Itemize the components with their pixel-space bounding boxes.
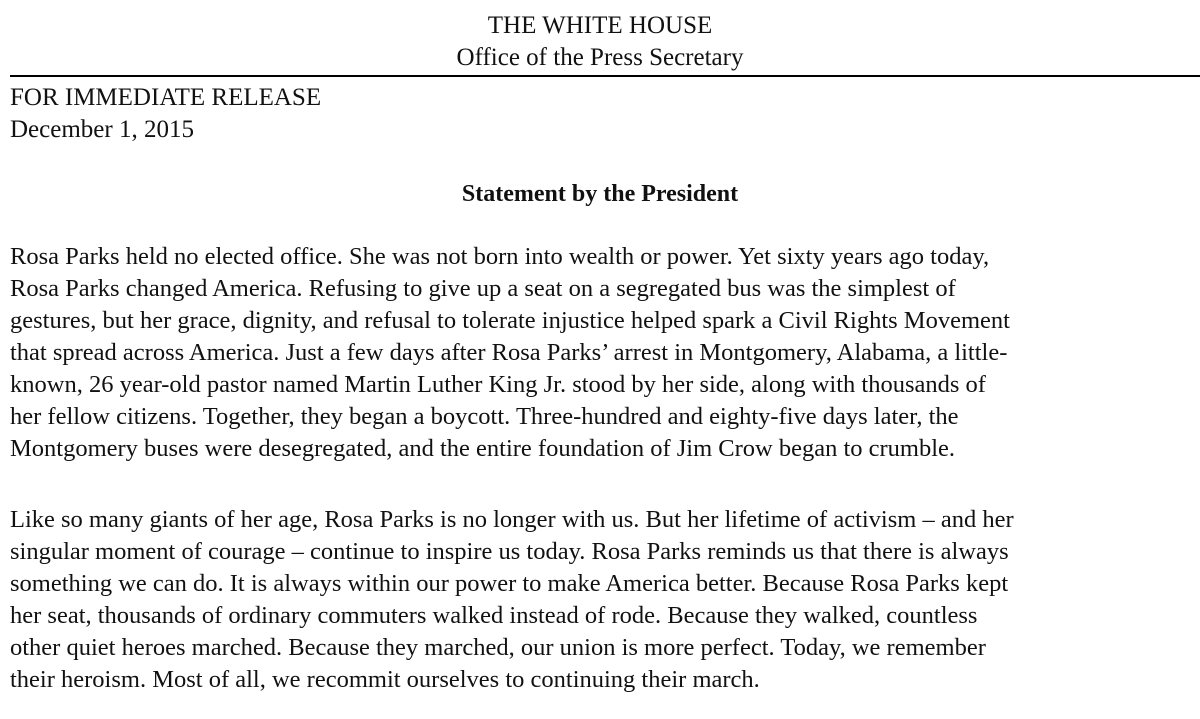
letterhead xyxy=(0,10,1200,74)
release-info xyxy=(10,82,321,146)
release-label: FOR IMMEDIATE RELEASE xyxy=(10,84,322,111)
statement-paragraph-1 xyxy=(10,241,1185,465)
paragraph-line: Rosa Parks changed America. Refusing to give up a seat on a segregated bus was the simplest of xyxy=(10,275,956,302)
paragraph-line: other quiet heroes marched. Because they marched, our union is more perfect. Today, we remember xyxy=(10,634,986,661)
paragraph-line: Montgomery buses were desegregated, and the entire foundation of Jim Crow began to crumble. xyxy=(10,435,956,462)
letterhead-title: THE WHITE HOUSE xyxy=(487,12,713,39)
paragraph-line: Rosa Parks held no elected office. She was not born into wealth or power. Yet sixty years ago today, xyxy=(10,243,990,270)
statement-title: Statement by the President xyxy=(461,181,739,207)
paragraph-line: her seat, thousands of ordinary commuters walked instead of rode. Because they walked, countless xyxy=(10,602,978,629)
paragraph-line: that spread across America. Just a few days after Rosa Parks’ arrest in Montgomery, Alabama, a little- xyxy=(10,339,1008,366)
paragraph-line: known, 26 year-old pastor named Martin Luther King Jr. stood by her side, along with thousands of xyxy=(10,371,986,398)
paragraph-line: something we can do. It is always within our power to make America better. Because Rosa Parks kept xyxy=(10,570,1009,597)
header-divider xyxy=(10,75,1200,77)
letterhead-subtitle: Office of the Press Secretary xyxy=(456,44,744,71)
paragraph-line: gestures, but her grace, dignity, and refusal to tolerate injustice helped spark a Civil Rights Movement xyxy=(10,307,1010,334)
paragraph-line: their heroism. Most of all, we recommit ourselves to continuing their march. xyxy=(10,666,760,693)
paragraph-line: her fellow citizens. Together, they began a boycott. Three-hundred and eighty-five days later, the xyxy=(10,403,959,430)
paragraph-line: Like so many giants of her age, Rosa Parks is no longer with us. But her lifetime of activism – and her xyxy=(10,506,1014,533)
paragraph-line: singular moment of courage – continue to inspire us today. Rosa Parks reminds us that there is always xyxy=(10,538,1009,565)
release-date: December 1, 2015 xyxy=(10,116,194,143)
statement-paragraph-2 xyxy=(10,504,1185,696)
